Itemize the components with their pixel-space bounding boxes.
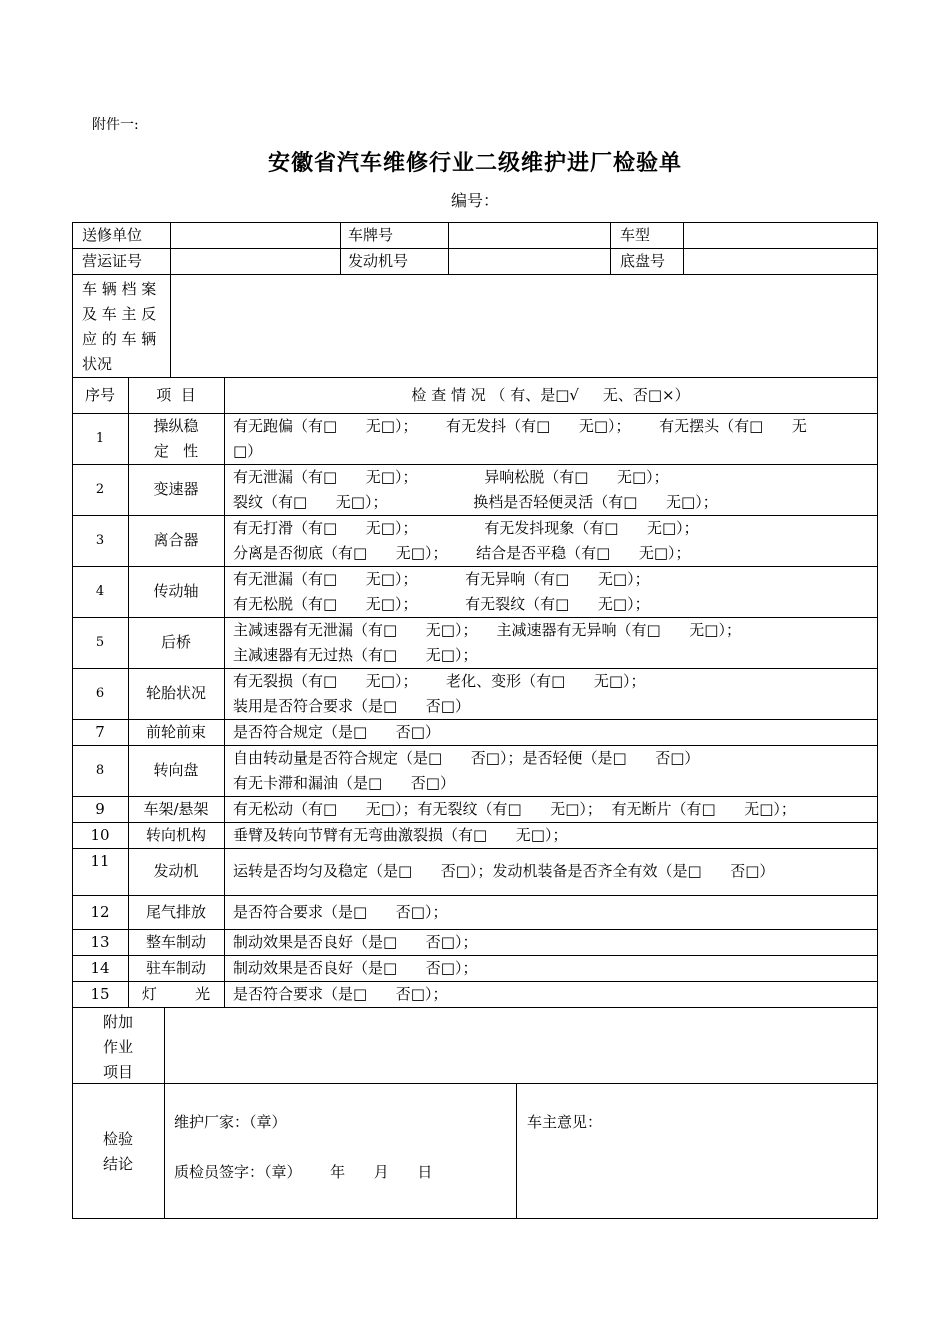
row-no: 1 [95,431,105,446]
row-item: 车架/悬架 [143,799,209,818]
archive-label: 应 的 车 辆 [82,330,157,348]
grid-line [72,274,878,275]
grid-line [72,248,878,249]
attachment-label: 附件一: [92,117,139,133]
page-title: 安徽省汽车维修行业二级维护进厂检验单 [267,151,682,176]
row-check-text: 制动效果是否良好（是□ 否□）； [233,958,478,977]
extra-work-label: 作业 [102,1038,133,1056]
row-item: 灯 光 [141,984,211,1003]
row-check-text: 是否符合要求（是□ 否□）； [233,984,448,1003]
grid-line [72,848,878,849]
row-no: 10 [90,825,110,844]
extra-work-label: 附加 [102,1013,133,1031]
serial-label: 编号： [450,191,499,210]
grid-line [72,1083,878,1084]
row-item: 操纵稳 [153,416,199,435]
conclusion-label: 检验 [102,1130,133,1148]
row-check-text: 有无裂损（有□ 无□）； 老化、变形（有□ 无□）； [233,672,646,690]
row-no: 2 [95,482,105,497]
row-no: 13 [90,932,110,951]
row-check-text: 垂臂及转向节臂有无弯曲激裂损（有□ 无□）； [233,825,568,844]
row-no: 9 [95,799,105,818]
grid-line [170,222,171,378]
row-no: 7 [95,722,105,741]
row-check-text: 有无打滑（有□ 无□）； 有无发抖现象（有□ 无□）； [233,519,699,537]
row-item: 轮胎状况 [145,684,206,702]
license-label: 营运证号 [82,252,143,270]
chassis-no-label: 底盘号 [620,252,666,270]
factory-stamp: 维护厂家：（章） [174,1113,287,1131]
model-label: 车型 [620,226,651,244]
grid-line [72,895,878,896]
grid-line [72,377,878,378]
row-item: 驻车制动 [145,958,206,977]
row-check-text: □） [233,442,263,460]
row-check-text: 有无卡滞和漏油（是□ 否□） [233,774,455,792]
row-item: 转向机构 [145,825,206,844]
col-check-header: 检 查 情 况 （ 有、是□√ 无、否□×） [411,386,690,404]
engine-no-label: 发动机号 [348,252,409,270]
row-check-text: 主减速器有无过热（有□ 无□）； [233,646,478,664]
grid-line [72,1218,878,1219]
row-item: 前轮前束 [145,722,206,741]
grid-line [72,222,878,223]
grid-line [340,222,341,275]
row-item: 传动轴 [153,582,199,600]
grid-line [683,222,684,275]
conclusion-label: 结论 [102,1155,133,1173]
row-item: 转向盘 [153,761,199,779]
col-item-header: 项 目 [156,386,196,404]
row-check-text: 主减速器有无泄漏（有□ 无□）； 主减速器有无异响（有□ 无□）； [233,621,741,639]
row-no: 15 [90,984,110,1003]
row-check-text: 分离是否彻底（有□ 无□）； 结合是否平稳（有□ 无□）； [233,544,691,562]
row-check-text: 有无泄漏（有□ 无□）； 异响松脱（有□ 无□）； [233,468,669,486]
row-item: 离合器 [153,531,199,549]
row-item: 定 性 [153,441,199,460]
grid-line [610,222,611,275]
plate-no-label: 车牌号 [348,226,394,244]
grid-line [72,1007,878,1008]
grid-line [448,222,449,275]
row-no: 4 [95,584,105,599]
row-check-text: 装用是否符合要求（是□ 否□） [233,697,470,715]
row-no: 6 [95,686,105,701]
row-check-text: 有无跑偏（有□ 无□）； 有无发抖（有□ 无□）； 有无摆头（有□ 无 [233,417,807,435]
row-check-text: 运转是否均匀及稳定（是□ 否□）；发动机装备是否齐全有效（是□ 否□） [233,862,775,880]
row-check-text: 是否符合要求（是□ 否□）； [233,902,448,921]
row-no: 3 [95,533,105,548]
grid-line [516,1083,517,1219]
grid-line [164,1007,165,1219]
row-item: 整车制动 [145,932,206,951]
archive-label: 及 车 主 反 [82,305,157,323]
row-check-text: 有无泄漏（有□ 无□）； 有无异响（有□ 无□）； [233,570,650,588]
inspector-signature: 质检员签字：（章） 年 月 日 [174,1163,433,1181]
grid-line [877,222,878,1219]
row-check-text: 自由转动量是否符合规定（是□ 否□）；是否轻便（是□ 否□） [233,749,700,767]
row-check-text: 是否符合规定（是□ 否□） [233,722,440,741]
row-item: 后桥 [160,633,191,651]
row-no: 14 [90,958,110,977]
row-no: 8 [95,763,105,778]
grid-line [224,377,225,1008]
row-item: 尾气排放 [145,902,206,921]
row-item: 发动机 [153,862,199,880]
row-no: 12 [90,902,110,921]
row-check-text: 有无松脱（有□ 无□）； 有无裂纹（有□ 无□）； [233,595,650,613]
extra-work-label: 项目 [102,1063,133,1081]
archive-label: 状况 [82,355,113,373]
row-check-text: 有无松动（有□ 无□）；有无裂纹（有□ 无□）； 有无断片（有□ 无□）； [233,799,796,818]
col-no-header: 序号 [84,386,115,404]
archive-label: 车 辆 档 案 [82,280,157,298]
row-item: 变速器 [153,480,199,498]
repair-unit-label: 送修单位 [82,226,143,244]
row-no: 5 [95,635,105,650]
row-check-text: 裂纹（有□ 无□）； 换档是否轻便灵活（有□ 无□）； [233,493,718,511]
row-no: 11 [90,852,110,870]
row-check-text: 制动效果是否良好（是□ 否□）； [233,932,478,951]
owner-opinion: 车主意见： [527,1113,603,1131]
